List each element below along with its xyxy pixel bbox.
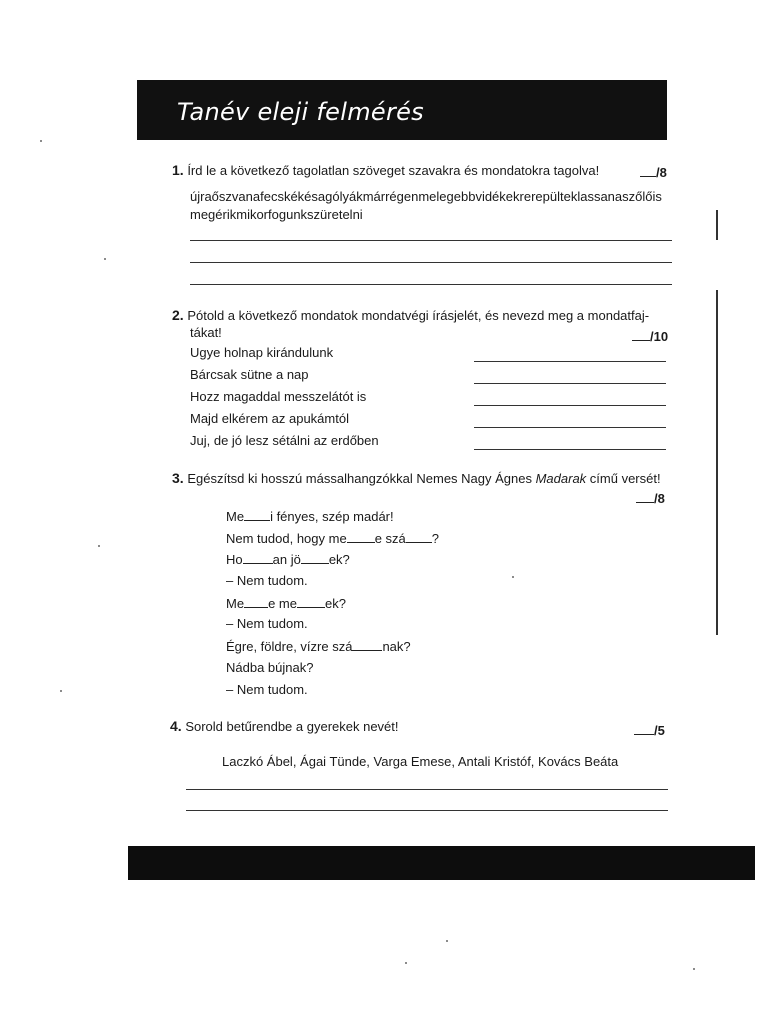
fill-blank <box>243 551 273 564</box>
sentence-2: Bárcsak sütne a nap <box>190 367 309 382</box>
poem-line-6: – Nem tudom. <box>226 616 308 631</box>
task-1-text-line-1: újraőszvanafecskékésagólyákmárrégenmelegebbvidékekrerepülteklassanaszőlőis <box>190 189 662 204</box>
poem-line-1 <box>226 508 394 524</box>
scan-speck <box>512 576 514 578</box>
poem-line-5 <box>226 595 346 611</box>
page-title: Tanév eleji felmérés <box>177 98 424 126</box>
task-2-text-line-2: tákat! <box>190 325 222 340</box>
task-1-score <box>640 164 667 180</box>
names-list: Laczkó Ábel, Ágai Tünde, Varga Emese, Antali Kristóf, Kovács Beáta <box>222 754 619 769</box>
task-4-text: Sorold betűrendbe a gyerekek nevét! <box>185 719 399 734</box>
poem-text: Me <box>226 509 245 524</box>
answer-line <box>474 449 666 450</box>
poem-line-3 <box>226 551 350 567</box>
answer-line <box>190 262 672 263</box>
task-3-number: 3. <box>172 470 184 486</box>
answer-line <box>474 383 666 384</box>
sentence-3: Hozz magaddal messzelátót is <box>190 389 367 404</box>
answer-line <box>190 240 672 241</box>
answer-line <box>474 361 666 362</box>
task-3-text: Egészítsd ki hosszú mássalhangzókkal Nemes Nagy Ágnes <box>187 471 536 486</box>
poem-line-2 <box>226 530 439 546</box>
poem-text: nak? <box>382 639 411 654</box>
fill-blank <box>406 530 432 543</box>
poem-text: e me <box>268 596 297 611</box>
task-1-number: 1. <box>172 162 184 178</box>
fill-blank <box>301 551 329 564</box>
task-2-text-line-1: Pótold a következő mondatok mondatvégi írásjelét, és nevezd meg a mondatfaj- <box>187 308 650 323</box>
poem-text: Ho <box>226 552 243 567</box>
scan-speck <box>40 140 42 142</box>
scan-edge-mark <box>716 210 718 240</box>
poem-text: Me <box>226 596 245 611</box>
sentence-4: Majd elkérem az apukámtól <box>190 411 349 426</box>
answer-line <box>190 284 672 285</box>
score-blank <box>636 490 654 503</box>
fill-blank <box>297 595 325 608</box>
task-4-number: 4. <box>170 718 182 734</box>
score-blank <box>632 328 650 341</box>
poem-line-4: – Nem tudom. <box>226 573 308 588</box>
scan-speck <box>693 968 695 970</box>
task-3-instruction <box>172 468 661 489</box>
task-1-score-value: /8 <box>656 165 667 180</box>
answer-line <box>474 405 666 406</box>
task-2-instruction <box>172 305 649 326</box>
scan-speck <box>405 962 407 964</box>
poem-text: ek? <box>328 552 350 567</box>
score-blank <box>634 722 654 735</box>
scan-edge-mark <box>716 290 718 635</box>
poem-text: ek? <box>324 596 346 611</box>
task-4-instruction <box>170 716 399 737</box>
footer-bar <box>128 846 755 880</box>
poem-line-8: Nádba bújnak? <box>226 660 314 675</box>
task-3-score <box>636 490 665 506</box>
scan-speck <box>446 940 448 942</box>
task-2-score-value: /10 <box>650 329 669 344</box>
task-1-text: Írd le a következő tagolatlan szöveget szavakra és mondatokra tagolva! <box>187 163 600 178</box>
fill-blank <box>352 638 382 651</box>
task-4-score-value: /5 <box>654 723 665 738</box>
poem-text: ? <box>431 531 439 546</box>
answer-line <box>186 789 668 790</box>
task-2-score <box>632 328 668 344</box>
sentence-1: Ugye holnap kirándulunk <box>190 345 334 360</box>
sentence-5: Juj, de jó lesz sétálni az erdőben <box>190 433 379 448</box>
poem-line-9: – Nem tudom. <box>226 682 308 697</box>
task-2-number: 2. <box>172 307 184 323</box>
fill-blank <box>244 508 270 521</box>
poem-text: e szá <box>374 531 406 546</box>
task-1-text-line-2: megérikmikorfogunkszüretelni <box>190 207 363 222</box>
poem-text: Nem tudod, hogy me <box>226 531 347 546</box>
poem-line-7 <box>226 638 411 654</box>
scan-speck <box>60 690 62 692</box>
score-blank <box>640 164 656 177</box>
fill-blank <box>244 595 268 608</box>
poem-text: an jö <box>272 552 301 567</box>
task-1-instruction <box>172 160 599 181</box>
header-bar <box>137 80 667 140</box>
scan-speck <box>104 258 106 260</box>
fill-blank <box>347 530 375 543</box>
answer-line <box>186 810 668 811</box>
answer-line <box>474 427 666 428</box>
task-4-score <box>634 722 665 738</box>
task-3-text-end: című versét! <box>586 471 661 486</box>
poem-text: Égre, földre, vízre szá <box>226 639 353 654</box>
task-3-score-value: /8 <box>654 491 665 506</box>
poem-title: Madarak <box>535 471 587 486</box>
scan-speck <box>98 545 100 547</box>
poem-text: i fényes, szép madár! <box>270 509 394 524</box>
